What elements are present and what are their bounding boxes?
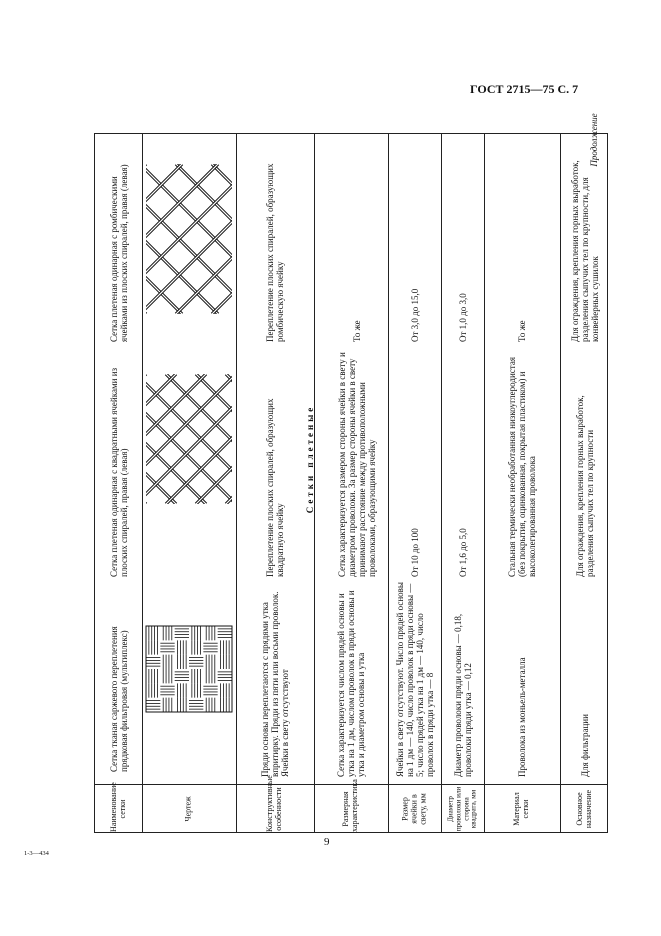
header-cell-size: Размер ячейки в свету, мм [400, 793, 427, 825]
header-features: Конструктивные особенности [265, 775, 283, 832]
row3-diameter: От 1,0 до 3,0 [457, 292, 468, 342]
square-mesh-drawing [142, 364, 236, 514]
header-diameter: Диаметр проволоки или сторона квадрата, мм [445, 786, 478, 832]
row3-purpose: Для ограждения, крепления горных выработок, разделения сыпучих тел по крупности, для конвейерных сушилок [569, 159, 600, 342]
row1-diameter: Диаметр проволоки пряди основы — 0,18, проволоки пряди утка — 0,12 [452, 613, 473, 777]
document-code: ГОСТ 2715—75 С. 7 [470, 82, 579, 96]
row3-cell-size: От 3,0 до 15,0 [409, 288, 420, 342]
header-purpose: Основное назначение [574, 789, 593, 829]
header-material: Материал сетки [512, 792, 530, 826]
specification-table [94, 133, 608, 833]
twill-weave-drawing [142, 576, 236, 784]
row2-features: Переплетение плоских спиралей, образующих квадратную ячейку [264, 398, 285, 577]
row3-material: То же [516, 319, 527, 342]
section-title: Сетки плетеные [304, 404, 315, 514]
row2-size-char: Сетка характеризуется размером стороны ячейки в свету и диаметром проволоки. За размер стороны ячейки в свету принимают расстояние между противоположными проволоками, образующими ячейку [336, 352, 377, 577]
row1-material: Проволока из моньель-металла [516, 657, 527, 777]
row3-size-char: То же [351, 319, 362, 342]
header-name: Наименование сетки [108, 782, 127, 832]
print-code: 1-3—434 [24, 850, 49, 857]
row3-drawing [142, 154, 236, 324]
row2-material: Стальная термически необработанная низкоуглеродистая (без покрытия, оцинкованная, покрытая пластиком) и высоколегированная проволока [506, 357, 538, 577]
row2-name: Сетка плетеная одинарная с квадратными ячейками из плоских спиралей, правая (левая) [108, 367, 129, 577]
row1-features: Пряди основы переплетаются с прядями утка впритирку. Пряди из пяти или восьми проволок. Ячейки в свету отсутствуют [259, 591, 291, 777]
rhombic-mesh-drawing [142, 154, 236, 324]
row3-features: Переплетение плоских спиралей, образующих ромбическую ячейку [264, 163, 285, 342]
row2-cell-size: От 10 до 100 [409, 528, 420, 577]
row1-size-char: Сетка характеризуется числом прядей основы и утка на 1 дм, числом проволок в пряди основы и утка и диаметром основы и утка [335, 590, 367, 777]
row1-drawing [142, 576, 236, 784]
row2-drawing [142, 364, 236, 514]
row2-diameter: От 1,6 до 5,0 [457, 528, 468, 577]
header-drawing: Чертеж [183, 796, 193, 822]
row1-cell-size: Ячейки в свету отсутствуют. Число прядей основы на 1 дм — 140, число проволок в пряди основы — 5; число прядей утка на 1 дм — 140, число проволок в пряди утка — 8 [394, 582, 435, 777]
row3-name: Сетка плетеная одинарная с ромбическими ячейками из плоских спиралей, правая (левая) [108, 163, 129, 342]
row2-purpose: Для ограждения, крепления горных выработок, разделения сыпучих тел по крупности [574, 395, 595, 577]
row1-name: Сетка тканая саржевого переплетения прядковая фильтровая (мультиплекс) [108, 626, 129, 772]
page-number: 9 [324, 836, 330, 848]
header-size-char: Размерная характеристика [341, 779, 359, 832]
row1-purpose: Для фильтрации [579, 714, 590, 777]
